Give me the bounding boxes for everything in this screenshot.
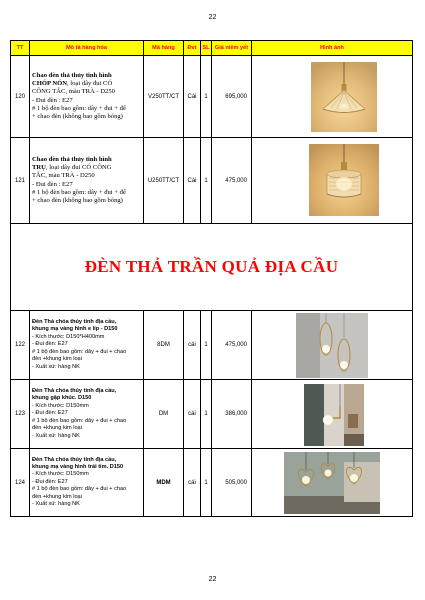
product-price: 695,000 — [212, 56, 252, 138]
product-qty: 1 — [201, 56, 212, 138]
product-detail-line: - Kích thước: D150mm — [32, 402, 89, 409]
section-banner-title: ĐÈN THẢ TRẦN QUẢ ĐỊA CẦU — [84, 257, 339, 276]
row-number: 123 — [11, 380, 30, 449]
header-unit: Đvt — [184, 41, 201, 56]
product-image-cell — [252, 380, 413, 449]
product-name-line: Chao đèn thả thủy tinh hình — [32, 155, 112, 163]
product-price: 475,000 — [212, 311, 252, 380]
product-name-line: TRỤ — [32, 164, 46, 172]
product-price: 475,000 — [212, 138, 252, 224]
product-name-line: CHÓP NÓN — [32, 80, 67, 88]
product-detail-line: # 1 bộ đèn bao gồm: dây + đui + đế — [32, 188, 126, 196]
product-detail-line: + chao đèn (không bao gồm bóng) — [32, 196, 123, 204]
product-table — [10, 40, 413, 517]
product-price: 386,000 — [212, 380, 252, 449]
product-image-cell — [252, 311, 413, 380]
product-detail-line: - Đui đèn : E27 — [32, 180, 73, 188]
product-detail-line: CÔNG TẮC, màu TRÀ - D250 — [32, 88, 115, 96]
glass-cone-pendant-lamp-image — [311, 62, 377, 132]
header-description: Mô tả hàng hóa — [30, 41, 144, 56]
product-price: 505,000 — [212, 449, 252, 517]
product-detail-line: - Đui đèn: E27 — [32, 478, 68, 485]
row-number: 124 — [11, 449, 30, 517]
header-image: Hình ảnh — [252, 41, 413, 56]
product-detail-line: - Đui đèn: E27 — [32, 410, 68, 417]
product-code: DM — [144, 380, 184, 449]
product-code: MDM — [144, 449, 184, 517]
product-code: V250TT/CT — [144, 56, 184, 138]
product-detail-line: đèn +khung kim loại — [32, 356, 82, 363]
table-row — [11, 380, 413, 449]
header-price: Giá niêm yết — [212, 41, 252, 56]
product-description — [30, 56, 144, 138]
table-header-row — [11, 41, 413, 56]
product-detail-line: , loại dây đui CÓ CÔNG — [45, 164, 112, 172]
globe-ellipse-frame-pendant-image — [296, 313, 368, 378]
product-detail-line: - Xuất xứ: hàng NK — [32, 501, 80, 508]
product-detail-line: - Đui đèn : E27 — [32, 96, 73, 104]
product-code: U250TT/CT — [144, 138, 184, 224]
header-code: Mã hàng — [144, 41, 184, 56]
product-qty: 1 — [201, 380, 212, 449]
product-detail-line: - Đui đèn: E27 — [32, 341, 68, 348]
product-description — [30, 380, 144, 449]
product-unit: cái — [184, 380, 201, 449]
product-unit: Cái — [184, 138, 201, 224]
product-name-line: Đèn Thả chóa thủy tinh địa cầu, — [32, 388, 117, 395]
product-detail-line: - Kích thước: D150mm — [32, 471, 89, 478]
product-detail-line: đèn +khung kim loại — [32, 493, 82, 500]
table-row — [11, 138, 413, 224]
product-image-cell — [252, 449, 413, 517]
product-image-cell — [252, 138, 413, 224]
product-description — [30, 311, 144, 380]
product-unit: Cái — [184, 56, 201, 138]
product-name-line: Đèn Thả chóa thủy tinh địa cầu, — [32, 456, 117, 463]
table-row — [11, 449, 413, 517]
page-number-bottom: 22 — [208, 576, 217, 583]
product-detail-line: # 1 bộ đèn bao gồm: dây + đui + chao — [32, 486, 127, 493]
product-detail-line: TẮC, màu TRÀ - D250 — [32, 172, 95, 180]
product-description — [30, 138, 144, 224]
page-number-top: 22 — [208, 14, 217, 21]
product-qty: 1 — [201, 138, 212, 224]
product-name-line: khung mạ vàng hình e líp - D150 — [32, 326, 118, 333]
product-detail-line: + chao đèn (không bao gồm bóng) — [32, 112, 123, 120]
section-banner-row — [11, 224, 413, 311]
product-code: 8DM — [144, 311, 184, 380]
globe-bent-frame-pendant-image — [304, 384, 364, 446]
header-qty: SL — [201, 41, 212, 56]
product-detail-line: # 1 bộ đèn bao gồm: dây + đui + đế — [32, 104, 126, 112]
product-detail-line: - Kích thước: D150*H400mm — [32, 333, 105, 340]
product-name-line: khung mạ vàng hình trái tim. D150 — [32, 463, 124, 470]
row-number: 122 — [11, 311, 30, 380]
product-name-line: Chao đèn thả thủy tinh hình — [32, 71, 112, 79]
glass-cylinder-pendant-lamp-image — [309, 144, 379, 216]
row-number: 120 — [11, 56, 30, 138]
globe-heart-frame-pendant-image — [284, 452, 380, 514]
product-qty: 1 — [201, 311, 212, 380]
product-unit: cái — [184, 449, 201, 517]
product-detail-line: - Xuất xứ: hàng NK — [32, 432, 80, 439]
product-detail-line: # 1 bộ đèn bao gồm: dây + đui + chao — [32, 417, 127, 424]
product-name-line: khung gập khúc. D150 — [32, 395, 92, 402]
product-image-cell — [252, 56, 413, 138]
table-row — [11, 311, 413, 380]
product-detail-line: , loại dây đui CÓ — [66, 80, 113, 88]
row-number: 121 — [11, 138, 30, 224]
product-detail-line: đèn +khung kim loại — [32, 425, 82, 432]
product-detail-line: - Xuất xứ: hàng NK — [32, 363, 80, 370]
product-name-line: Đèn Thả chóa thủy tinh địa cầu, — [32, 319, 117, 326]
product-unit: cái — [184, 311, 201, 380]
product-description — [30, 449, 144, 517]
product-qty: 1 — [201, 449, 212, 517]
section-banner-cell — [11, 224, 413, 311]
header-tt: TT — [11, 41, 30, 56]
product-detail-line: # 1 bộ đèn bao gồm: dây + đui + chao — [32, 348, 127, 355]
table-row — [11, 56, 413, 138]
